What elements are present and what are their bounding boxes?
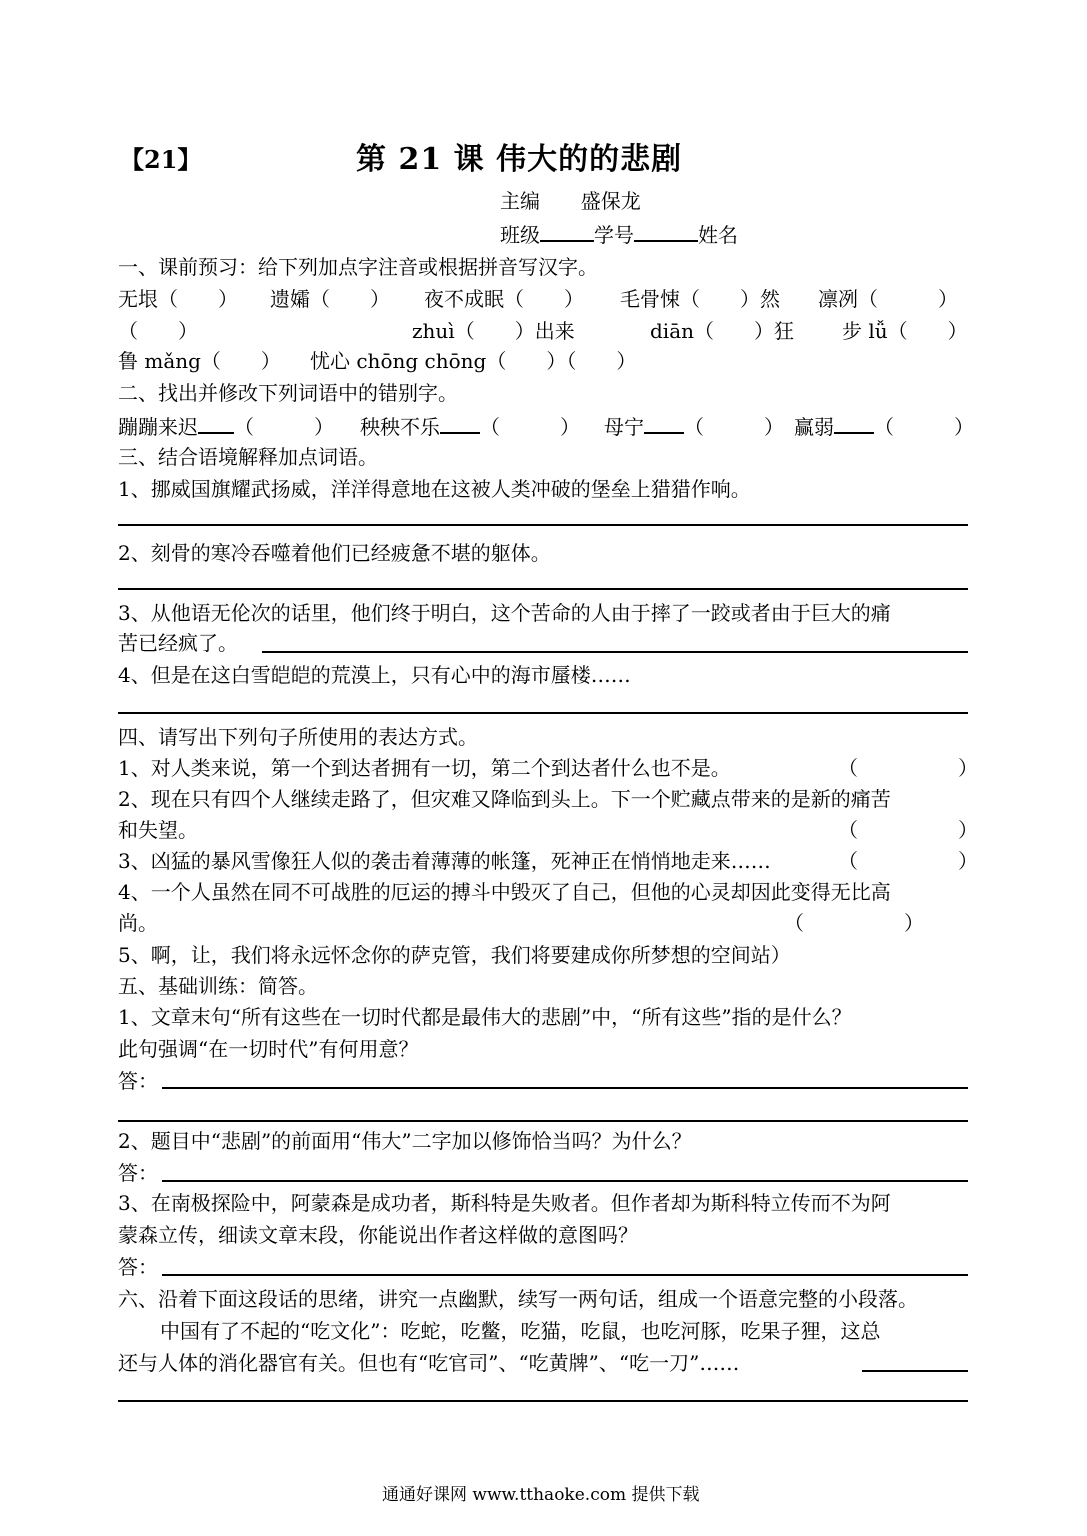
s2-item [360,412,580,440]
student-info-line [500,220,738,248]
s5-q3-line1: 3、在南极探险中，阿蒙森是成功者，斯科特是失败者。但作者却为斯科特立传而不为阿 [118,1191,891,1215]
s2-blank[interactable] [440,412,480,434]
answer-label: 答： [118,1161,158,1185]
answer-line[interactable] [118,1120,968,1122]
s1-item: zhuì（ ）出来 [412,319,575,343]
answer-line[interactable] [118,712,968,714]
s1-item: 鲁 mǎng（ ） [118,349,281,373]
s1-item: 无垠（ ） [118,287,238,311]
id-label: 学号 [594,223,634,247]
s5-q3-line2: 蒙森立传，细读文章末段，你能说出作者这样做的意图吗？ [118,1223,638,1247]
answer-line[interactable] [262,651,968,653]
lesson-number: 【21】 [120,145,202,174]
editor-name: 盛保龙 [580,189,641,213]
s1-item: 忧心 chōng chōng（ ）（ ） [310,349,637,373]
s1-item: diān（ ）狂 [650,319,795,343]
s5-q1-line2: 此句强调“在一切时代”有何用意？ [118,1037,419,1061]
editor-label: 主编 [500,189,540,213]
name-label: 姓名 [698,223,738,247]
s5-q1-line1: 1、文章末句“所有这些在一切时代都是最伟大的悲剧”中，“所有这些”指的是什么？ [118,1005,852,1029]
s1-item: 夜不成眠（ ） [424,287,584,311]
s4-paren: （ ） [838,818,978,842]
s2-item [794,412,974,440]
footer-text: 通通好课网 www.tthaoke.com 提供下载 [382,1485,700,1505]
s2-blank[interactable] [834,412,874,434]
section5-heading: 五、基础训练：简答。 [118,974,318,998]
s4-paren: （ ） [784,911,924,935]
editor-line [500,188,641,214]
answer-line[interactable] [118,588,968,590]
answer-label: 答： [118,1069,158,1093]
s2-word: 母宁 [604,415,644,439]
s3-q3-line2: 苦已经疯了。 [118,631,238,655]
page-title: 第 21 课 伟大的的悲剧 [356,142,683,177]
s1-item: 步 lǚ（ ） [842,319,968,343]
s2-item [604,412,784,440]
s2-blank[interactable] [644,412,684,434]
s4-q2-line2: 和失望。 [118,818,198,842]
section1-heading: 一、课前预习：给下列加点字注音或根据拼音写汉字。 [118,255,598,279]
s2-blank[interactable] [198,412,234,434]
class-label: 班级 [500,223,540,247]
s6-para-line2: 还与人体的消化器官有关。但也有“吃官司”、“吃黄牌”、“吃一刀”…… [118,1351,740,1375]
s2-word: 秧秧不乐 [360,415,440,439]
s2-paren: （ ） [684,415,784,439]
answer-line[interactable] [162,1180,968,1182]
s1-item: （ ） [118,319,198,343]
s2-word: 赢弱 [794,415,834,439]
answer-line[interactable] [118,524,968,526]
s4-q4-line2: 尚。 [118,911,158,935]
s4-q4-line1: 4、一个人虽然在同不可战胜的厄运的搏斗中毁灭了自己，但他的心灵却因此变得无比高 [118,880,891,904]
section2-heading: 二、找出并修改下列词语中的错别字。 [118,381,458,405]
s5-q2: 2、题目中“悲剧”的前面用“伟大”二字加以修饰恰当吗？为什么？ [118,1129,692,1153]
s4-paren: （ ） [838,756,978,780]
s1-item: 毛骨悚（ ）然 [620,287,780,311]
s2-paren: （ ） [874,415,974,439]
s2-paren: （ ） [480,415,580,439]
s4-paren: （ ） [838,849,978,873]
answer-line[interactable] [118,1400,968,1402]
s3-q2: 2、刻骨的寒冷吞噬着他们已经疲惫不堪的躯体。 [118,541,551,565]
s3-q1: 1、挪威国旗耀武扬威，洋洋得意地在这被人类冲破的堡垒上猎猎作响。 [118,477,751,501]
answer-line[interactable] [862,1370,968,1372]
s2-item [118,412,334,440]
answer-line[interactable] [162,1274,968,1276]
answer-line[interactable] [162,1087,968,1089]
answer-label: 答： [118,1255,158,1279]
s4-q3: 3、凶猛的暴风雪像狂人似的袭击着薄薄的帐篷，死神正在悄悄地走来…… [118,849,771,873]
s3-q4: 4、但是在这白雪皑皑的荒漠上，只有心中的海市蜃楼…… [118,663,631,687]
s4-q2-line1: 2、现在只有四个人继续走路了，但灾难又降临到头上。下一个贮藏点带来的是新的痛苦 [118,787,891,811]
s2-word: 蹦蹦来迟 [118,415,198,439]
class-field[interactable] [540,220,594,242]
section3-heading: 三、结合语境解释加点词语。 [118,445,378,469]
s3-q3-line1: 3、从他语无伦次的话里，他们终于明白，这个苦命的人由于摔了一跤或者由于巨大的痛 [118,601,891,625]
s1-item: 遗孀（ ） [270,287,390,311]
section4-heading: 四、请写出下列句子所使用的表达方式。 [118,725,478,749]
id-field[interactable] [634,220,698,242]
s1-item: 凛冽（ ） [818,287,958,311]
s2-paren: （ ） [234,415,334,439]
s6-para-line1: 中国有了不起的“吃文化”：吃蛇，吃鳖，吃猫，吃鼠，也吃河豚，吃果子狸，这总 [160,1319,881,1343]
section6-heading: 六、沿着下面这段话的思绪，讲究一点幽默，续写一两句话，组成一个语意完整的小段落。 [118,1287,918,1311]
s4-q5: 5、啊，让，我们将永远怀念你的萨克管，我们将要建成你所梦想的空间站） [118,943,791,967]
s4-q1: 1、对人类来说，第一个到达者拥有一切，第二个到达者什么也不是。 [118,756,731,780]
